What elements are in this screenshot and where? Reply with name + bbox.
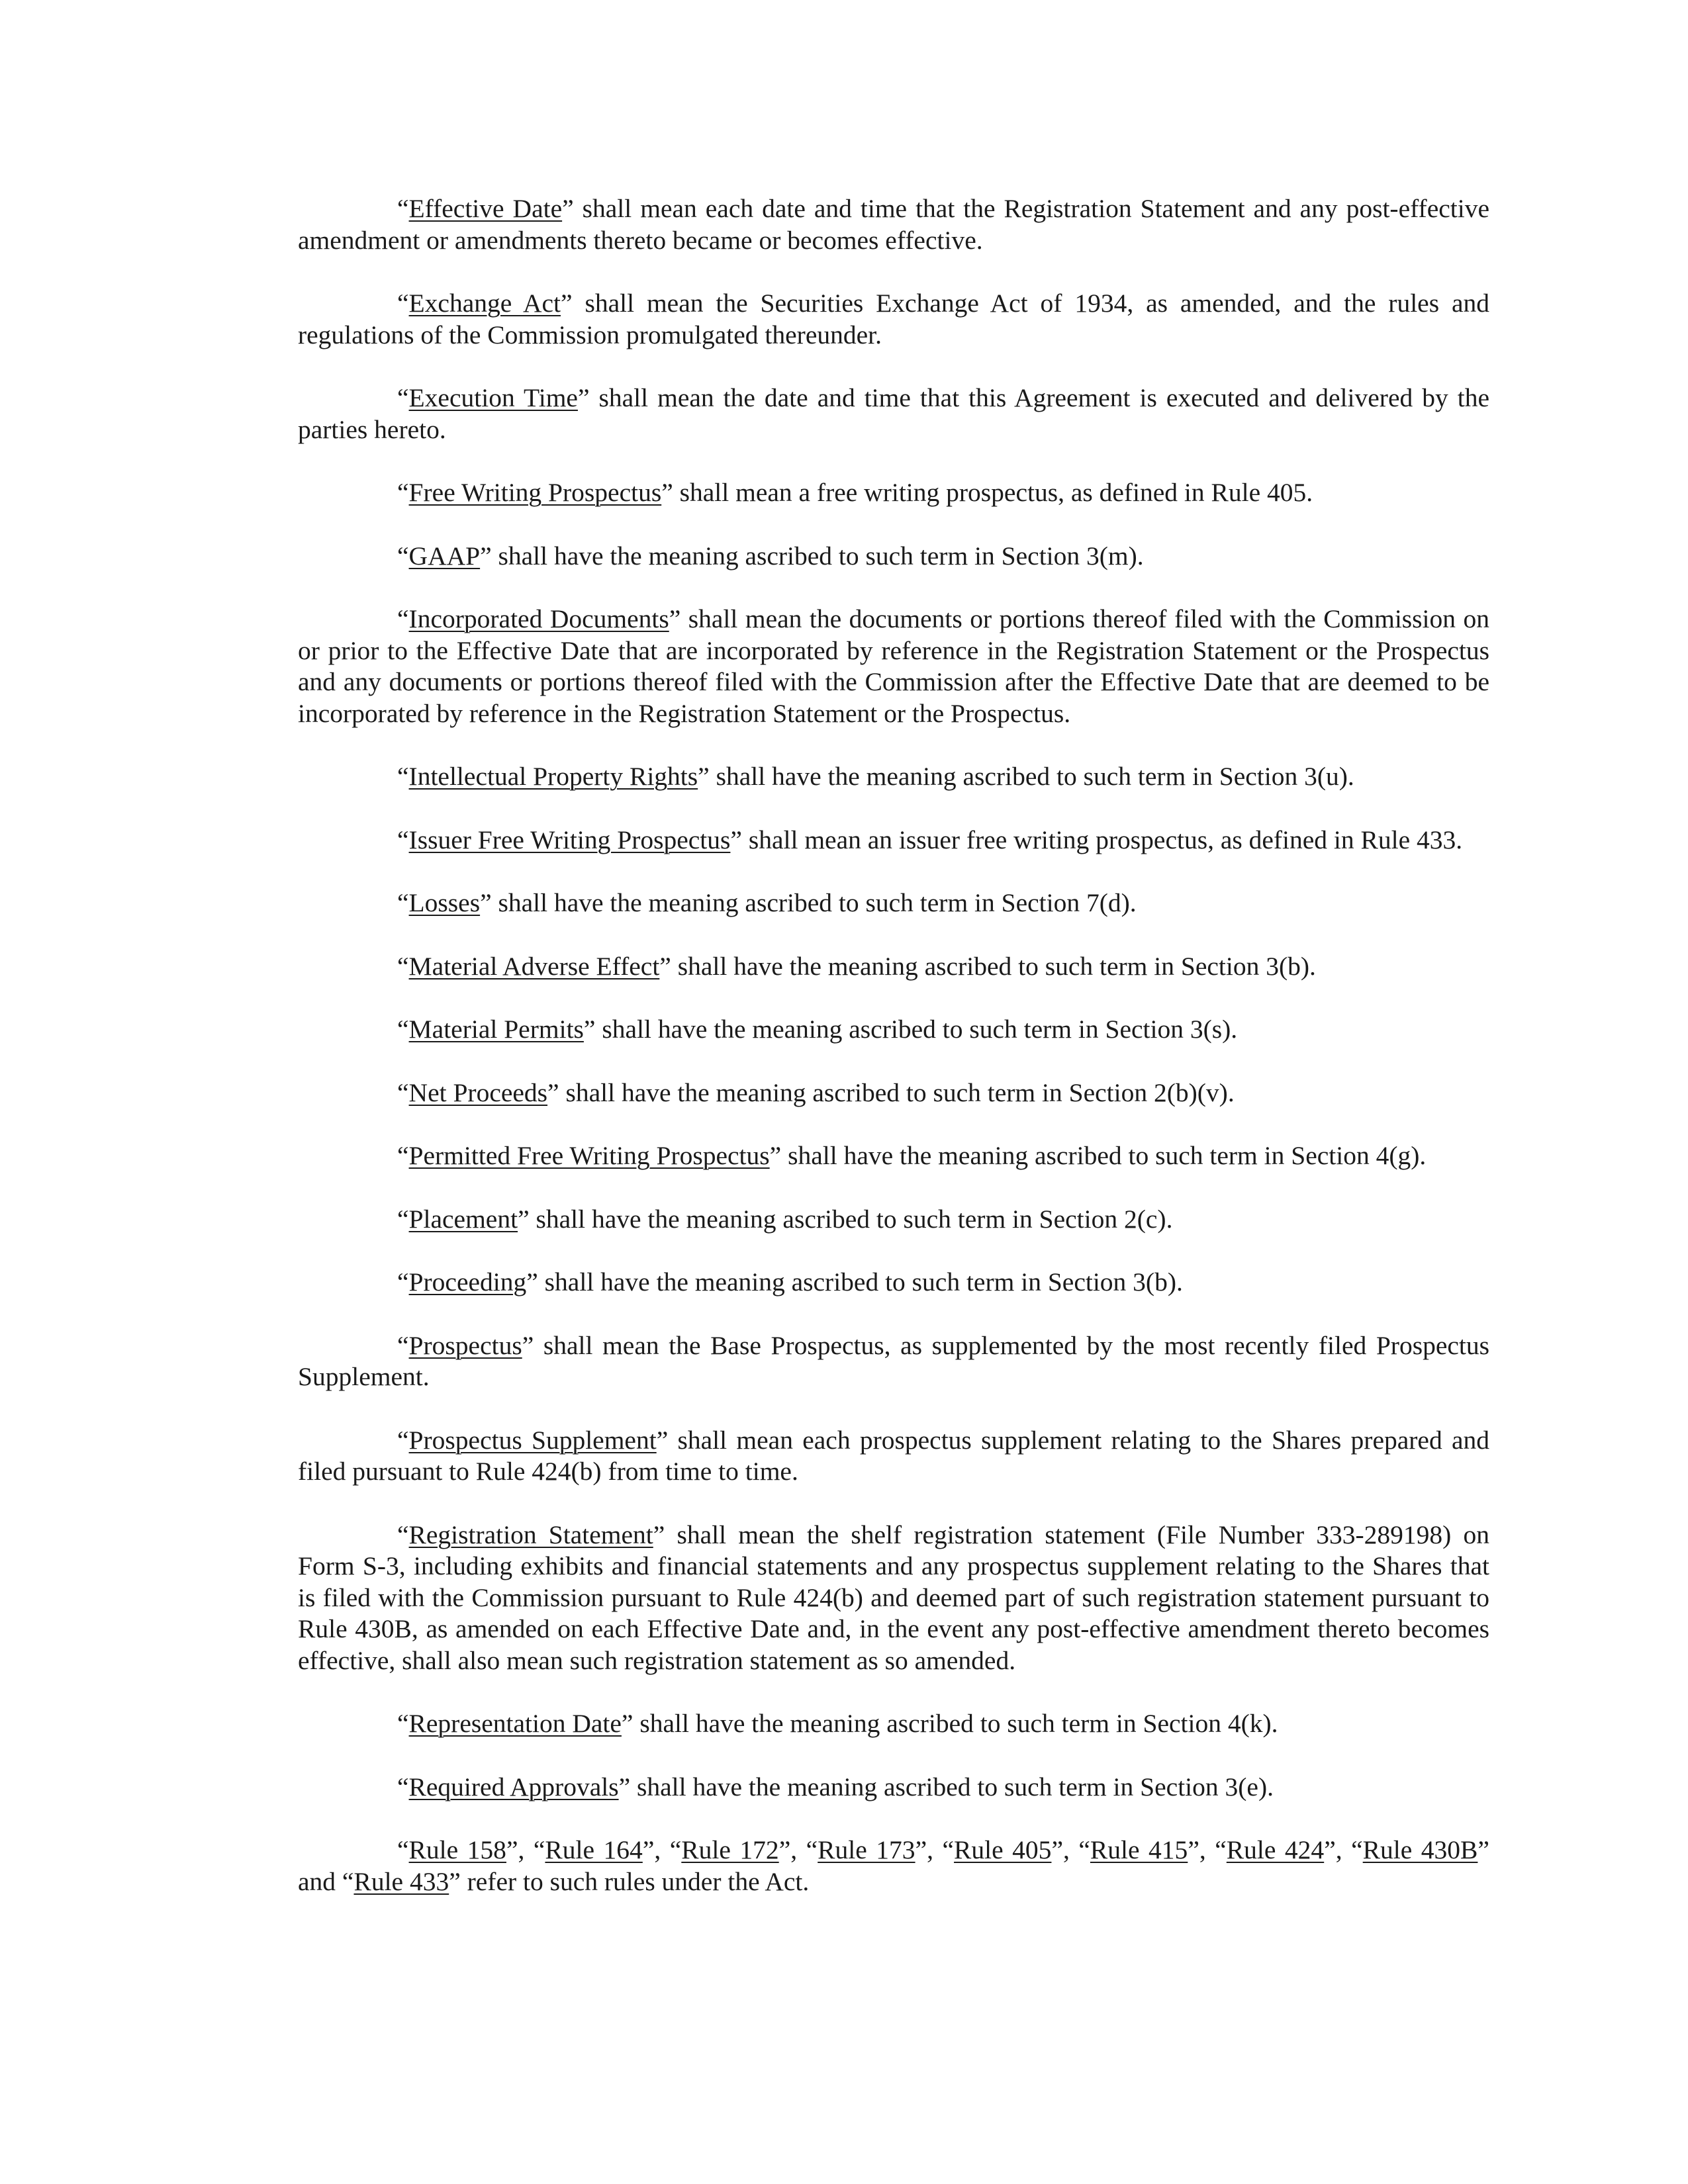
definition-paragraph: “GAAP” shall have the meaning ascribed to such term in Section 3(m).: [397, 541, 1144, 570]
definition-text: shall mean the date and time that this Agreement is executed and delivered by the parties hereto.: [298, 383, 1489, 444]
definition-paragraph: “Prospectus Supplement” shall mean each prospectus supplement relating to the Shares prepared and filed pursuant to Rule 424(b) from time to time.: [298, 1425, 1490, 1486]
rule-term: Rule 172: [681, 1835, 779, 1864]
definition-text: shall mean the documents or portions thereof filed with the Commission on or prior to the Effective Date that are incorporated by reference in the Registration Statement or the Prospectus and any documents or portions thereof filed with the Commission after the Effective Date that are deemed to be incorporated by reference in the Registration Statement or the Prospectus.: [298, 604, 1489, 728]
defined-term: Issuer Free Writing Prospectus: [408, 825, 731, 854]
definition-text: refer to such rules under the Act.: [460, 1866, 810, 1896]
defined-term: Net Proceeds: [408, 1077, 548, 1107]
definitions-list: [298, 193, 1489, 1929]
definition-text: shall mean an issuer free writing prospectus, as defined in Rule 433.: [741, 825, 1463, 854]
definition-paragraph: “Permitted Free Writing Prospectus” shall have the meaning ascribed to such term in Section 4(g).: [397, 1141, 1427, 1170]
definition-paragraph: “Effective Date” shall mean each date and time that the Registration Statement and any post-effective amendment or amendments thereto became or becomes effective.: [298, 194, 1489, 255]
definition-text: shall have the meaning ascribed to such term in Section 4(k).: [633, 1709, 1278, 1738]
defined-term: Free Writing Prospectus: [408, 478, 662, 507]
definition-paragraph: “Proceeding” shall have the meaning ascribed to such term in Section 3(b).: [397, 1267, 1183, 1297]
definition-text: shall have the meaning ascribed to such term in Section 3(m).: [491, 541, 1144, 570]
rule-term: Rule 430B: [1362, 1835, 1478, 1864]
definition-text: shall have the meaning ascribed to such term in Section 3(b).: [671, 951, 1316, 981]
defined-term: Incorporated Documents: [408, 604, 669, 633]
definition-paragraph: “Material Permits” shall have the meaning ascribed to such term in Section 3(s).: [397, 1015, 1238, 1044]
rule-term: Rule 173: [818, 1835, 915, 1864]
definition-text: shall have the meaning ascribed to such term in Section 2(b)(v).: [559, 1077, 1235, 1107]
conjunction-text: and: [298, 1866, 336, 1896]
rules-definition-paragraph: “Rule 158”, “Rule 164”, “Rule 172”, “Rule 173”, “Rule 405”, “Rule 415”, “Rule 424”, “Rule 430B” and “Rule 433” refer to such rules under the Act.: [298, 1835, 1489, 1896]
defined-term: GAAP: [408, 541, 481, 570]
definition-text: shall mean the Base Prospectus, as supplemented by the most recently filed Prospectus Supplement.: [298, 1330, 1489, 1391]
defined-term: Proceeding: [408, 1267, 527, 1297]
definition-paragraph: “Execution Time” shall mean the date and time that this Agreement is executed and delivered by the parties hereto.: [298, 383, 1489, 444]
rule-term: Rule 405: [954, 1835, 1052, 1864]
definition-paragraph: “Exchange Act” shall mean the Securities Exchange Act of 1934, as amended, and the rules and regulations of the Commission promulgated thereunder.: [298, 289, 1489, 349]
definition-text: shall have the meaning ascribed to such term in Section 3(b).: [538, 1267, 1183, 1297]
definition-paragraph: “Intellectual Property Rights” shall have the meaning ascribed to such term in Section 3(u).: [397, 762, 1354, 791]
defined-term: Representation Date: [408, 1709, 622, 1738]
defined-term: Execution Time: [408, 383, 578, 412]
definition-text: shall mean each date and time that the Registration Statement and any post-effective amendment or amendments thereto became or becomes effective.: [298, 194, 1489, 255]
definition-paragraph: “Required Approvals” shall have the meaning ascribed to such term in Section 3(e).: [397, 1772, 1274, 1801]
definition-text: shall have the meaning ascribed to such term in Section 3(e).: [630, 1772, 1274, 1801]
definition-text: shall mean each prospectus supplement relating to the Shares prepared and filed pursuant to Rule 424(b) from time to time.: [298, 1425, 1490, 1486]
definition-paragraph: “Prospectus” shall mean the Base Prospectus, as supplemented by the most recently filed Prospectus Supplement.: [298, 1330, 1489, 1391]
definition-paragraph: “Free Writing Prospectus” shall mean a free writing prospectus, as defined in Rule 405.: [397, 478, 1313, 507]
defined-term: Required Approvals: [408, 1772, 619, 1801]
defined-term: Prospectus: [408, 1330, 522, 1360]
definition-paragraph: “Material Adverse Effect” shall have the meaning ascribed to such term in Section 3(b).: [397, 951, 1316, 981]
rule-term: Rule 424: [1226, 1835, 1325, 1864]
rule-term: Rule 433: [353, 1866, 449, 1896]
definition-text: shall mean the Securities Exchange Act of 1934, as amended, and the rules and regulations of the Commission promulgated thereunder.: [298, 289, 1489, 349]
rule-term: Rule 164: [545, 1835, 643, 1864]
definition-paragraph: “Losses” shall have the meaning ascribed to such term in Section 7(d).: [397, 888, 1137, 917]
definition-text: shall have the meaning ascribed to such term in Section 3(s).: [595, 1015, 1238, 1044]
defined-term: Exchange Act: [408, 289, 561, 318]
definition-paragraph: “Registration Statement” shall mean the shelf registration statement (File Number 333-289198) on Form S-3, including exhibits and financial statements and any prospectus supplement relating to the Shares that is filed with the Commission pursuant to Rule 424(b) and deemed part of such registration statement pursuant to Rule 430B, as amended on each Effective Date and, in the event any post-effective amendment thereto becomes effective, shall also mean such registration statement as so amended.: [298, 1520, 1490, 1675]
definition-text: shall have the meaning ascribed to such term in Section 4(g).: [781, 1141, 1427, 1170]
defined-term: Placement: [408, 1204, 518, 1234]
defined-term: Permitted Free Writing Prospectus: [408, 1141, 770, 1170]
definition-text: shall mean the shelf registration statement (File Number 333-289198) on Form S-3, including exhibits and financial statements and any prospectus supplement relating to the Shares that is filed with the Commission pursuant to Rule 424(b) and deemed part of such registration statement pursuant to Rule 430B, as amended on each Effective Date and, in the event any post-effective amendment thereto becomes effective, shall also mean such registration statement as so amended.: [298, 1520, 1490, 1675]
defined-term: Intellectual Property Rights: [408, 762, 698, 791]
definition-paragraph: “Net Proceeds” shall have the meaning ascribed to such term in Section 2(b)(v).: [397, 1077, 1235, 1107]
definition-text: shall have the meaning ascribed to such term in Section 7(d).: [491, 888, 1137, 917]
definition-paragraph: “Issuer Free Writing Prospectus” shall mean an issuer free writing prospectus, as defined in Rule 433.: [397, 825, 1463, 854]
defined-term: Material Adverse Effect: [408, 951, 660, 981]
rule-term: Rule 415: [1090, 1835, 1188, 1864]
rule-term: Rule 158: [408, 1835, 506, 1864]
definition-text: shall have the meaning ascribed to such term in Section 3(u).: [709, 762, 1354, 791]
defined-term: Registration Statement: [408, 1520, 653, 1549]
definition-paragraph: “Incorporated Documents” shall mean the documents or portions thereof filed with the Commission on or prior to the Effective Date that are incorporated by reference in the Registration Statement or the Prospectus and any documents or portions thereof filed with the Commission after the Effective Date that are deemed to be incorporated by reference in the Registration Statement or the Prospectus.: [298, 604, 1489, 728]
defined-term: Effective Date: [408, 194, 563, 223]
defined-term: Losses: [408, 888, 481, 917]
definition-text: shall have the meaning ascribed to such term in Section 2(c).: [529, 1204, 1173, 1234]
definition-paragraph: “Placement” shall have the meaning ascribed to such term in Section 2(c).: [397, 1204, 1173, 1234]
definition-paragraph: “Representation Date” shall have the meaning ascribed to such term in Section 4(k).: [397, 1709, 1278, 1738]
defined-term: Material Permits: [408, 1015, 584, 1044]
defined-term: Prospectus Supplement: [408, 1425, 657, 1455]
definition-text: shall mean a free writing prospectus, as defined in Rule 405.: [673, 478, 1313, 507]
